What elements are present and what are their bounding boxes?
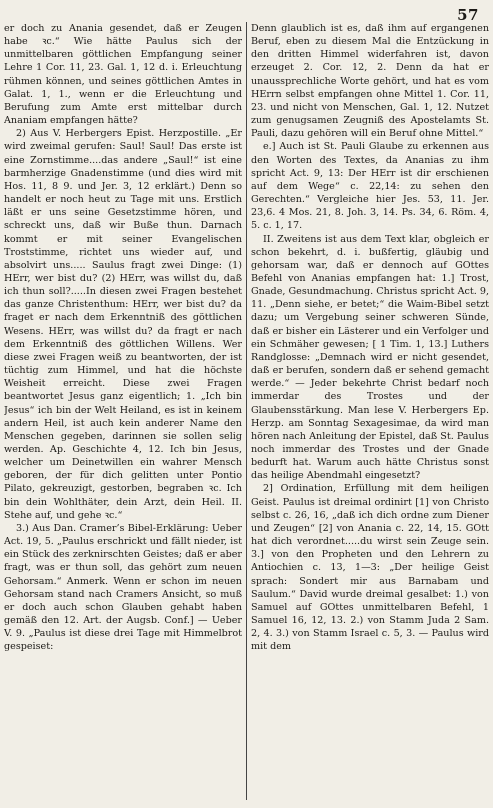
paragraph: 2] Ordination, Erfüllung mit dem heiligen Geist. Paulus ist dreimal ordinirt [1] von Christo selbst c. 26, 16, „daß ich dich ordne zum Diener und Zeugen“ [2] von Anania c. 22, 14, 15. GOtt hat dich verordnet.....du wirst sein Zeuge sein. 3.] von den Propheten und den Lehrern zu Antiochien c. 13, 1—3: „Der heilige Geist sprach: Sondert mir aus Barnabam und Saulum.“ David wurde dreimal gesalbet: 1.) von Samuel auf GOttes unmittelbaren Befehl, 1 Samuel 16, 12, 13. 2.) von Stamm Juda 2 Sam. 2, 4. 3.) von Stamm Israel c. 5, 3. — Paulus wird mit dem xyxy=(251,483,489,653)
paragraph: e.] Auch ist St. Pauli Glaube zu erkennen aus den Worten des Textes, da Ananias zu ihm spricht Act. 9, 13: Der HErr ist dir erschienen auf dem Wege“ c. 22,14: zu sehen den Gerechten.“ Vergleiche hier Jes. 53, 11. Jer. 23,6. 4 Mos. 21, 8. Joh. 3, 14. Ps. 34, 6. Röm. 4, 5. c. 1, 17. xyxy=(251,141,489,232)
left-column xyxy=(4,22,242,802)
paragraph: er doch zu Anania gesendet, daß er Zeugen habe ꝛc.“ Wie hätte Paulus sich der unmittelbaren göttlichen Empfangung seiner Lehre 1 Cor. 11, 23. Gal. 1, 12 d. i. Erleuchtung rühmen können, und seines göttlichen Amtes in Galat. 1, 1., wenn er die Erleuchtung und Berufung zum Amte erst mittelbar durch Ananiam empfangen hätte? xyxy=(4,23,242,127)
paragraph: 2) Aus V. Herbergers Epist. Herzpostille. „Er wird zweimal gerufen: Saul! Saul! Das erste ist eine Zornstimme....das andere „Saul!“ ist eine barmherzige Gnadenstimme (und dies wird mit Hos. 11, 8 9. und Jer. 3, 12 erklärt.) Denn so handelt er noch heut zu Tage mit uns. Erstlich läßt er uns seine Gesetzstimme hören, und schreckt uns, daß wir Buße thun. Darnach kommt er mit seiner Evangelischen Troststimme, richtet uns wieder auf, und absolvirt uns..... Saulus fragt zwei Dinge: (1) HErr, wer bist du? (2) HErr, was willst du, daß ich thun soll?.....In diesen zwei Fragen bestehet das ganze Christenthum: HErr, wer bist du? da fraget er nach dem Erkenntniß des göttlichen Wesens. HErr, was willst du? da fragt er nach dem Erkenntniß des göttlichen Willens. Wer diese zwei Fragen weiß zu beantworten, der ist tüchtig zum Himmel, und hat die höchste Weisheit erreicht. Diese zwei Fragen beantwortet Jesus ganz eigentlich; 1. „Ich bin Jesus“ ich bin der Welt Heiland, es ist in keinem andern Heil, ist auch kein anderer Name den Menschen gegeben, darinnen sie sollen selig werden. Ap. Geschichte 4, 12. Ich bin Jesus, welcher um Deinetwillen ein wahrer Mensch geboren, der für dich gelitten unter Pontio Pilato, gekreuzigt, gestorben, begraben ꝛc. Ich bin dein Wohlthäter, dein Arzt, dein Heil. II. Stehe auf, und gehe ꝛc.“ xyxy=(4,128,242,521)
paragraph: II. Zweitens ist aus dem Text klar, obgleich er schon bekehrt, d. i. bußfertig, gläubig und gehorsam war, daß er dennoch auf GOttes Befehl von Ananias empfangen hat: 1.] Trost, Gnade, Gesundmachung. Christus spricht Act. 9, 11. „Denn siehe, er betet;“ die Waim-Bibel setzt dazu; um Vergebung seiner schweren Sünde, daß er bisher ein Lästerer und ein Verfolger und ein Schmäher gewesen; [ 1 Tim. 1, 13.] Luthers Randglosse: „Demnach wird er nicht gesendet, daß er berufen, sondern daß er sehend gemacht werde.“ — Jeder bekehrte Christ bedarf noch immerdar des Trostes und der Glaubensstärkung. Man lese V. Herbergers Ep. Herzp. am Sonntag Sexagesimae, da wird man hören nach Anleitung der Epistel, daß St. Paulus noch immerdar des Trostes und der Gnade bedurft hat. Warum auch hätte Christus sonst das heilige Abendmahl eingesetzt? xyxy=(251,233,489,482)
page-number: 57 xyxy=(457,6,479,24)
column-divider xyxy=(246,22,247,800)
paragraph: 3.) Aus Dan. Cramer’s Bibel-Erklärung: Ueber Act. 19, 5. „Paulus erschrickt und fällt nieder, ist ein Stück des zerknirschten Geistes; daß er aber fragt, was er thun soll, das gehört zum neuen Gehorsam.“ Anmerk. Wenn er schon im neuen Gehorsam stand nach Cramers Ansicht, so muß er doch auch schon Glauben gehabt haben gemäß den 12. Art. der Augsb. Conf.] — Ueber V. 9. „Paulus ist diese drei Tage mit Himmelbrot gespeiset: xyxy=(4,522,242,653)
right-column xyxy=(251,22,489,802)
paragraph: Denn glaublich ist es, daß ihm auf ergangenen Beruf, eben zu diesem Mal die Entzückung in den dritten Himmel widerfahren ist, davon erzeuget 2. Cor. 12, 2. Denn da hat er unaussprechliche Worte gehört, und hat es vom HErrn selbst empfangen ohne Mittel 1. Cor. 11, 23. und nicht von Menschen, Gal. 1, 12. Nutzet zum genugsamen Zeugniß des Apostelamts St. Pauli, dazu gehören will ein Beruf ohne Mittel.“ xyxy=(251,23,489,140)
